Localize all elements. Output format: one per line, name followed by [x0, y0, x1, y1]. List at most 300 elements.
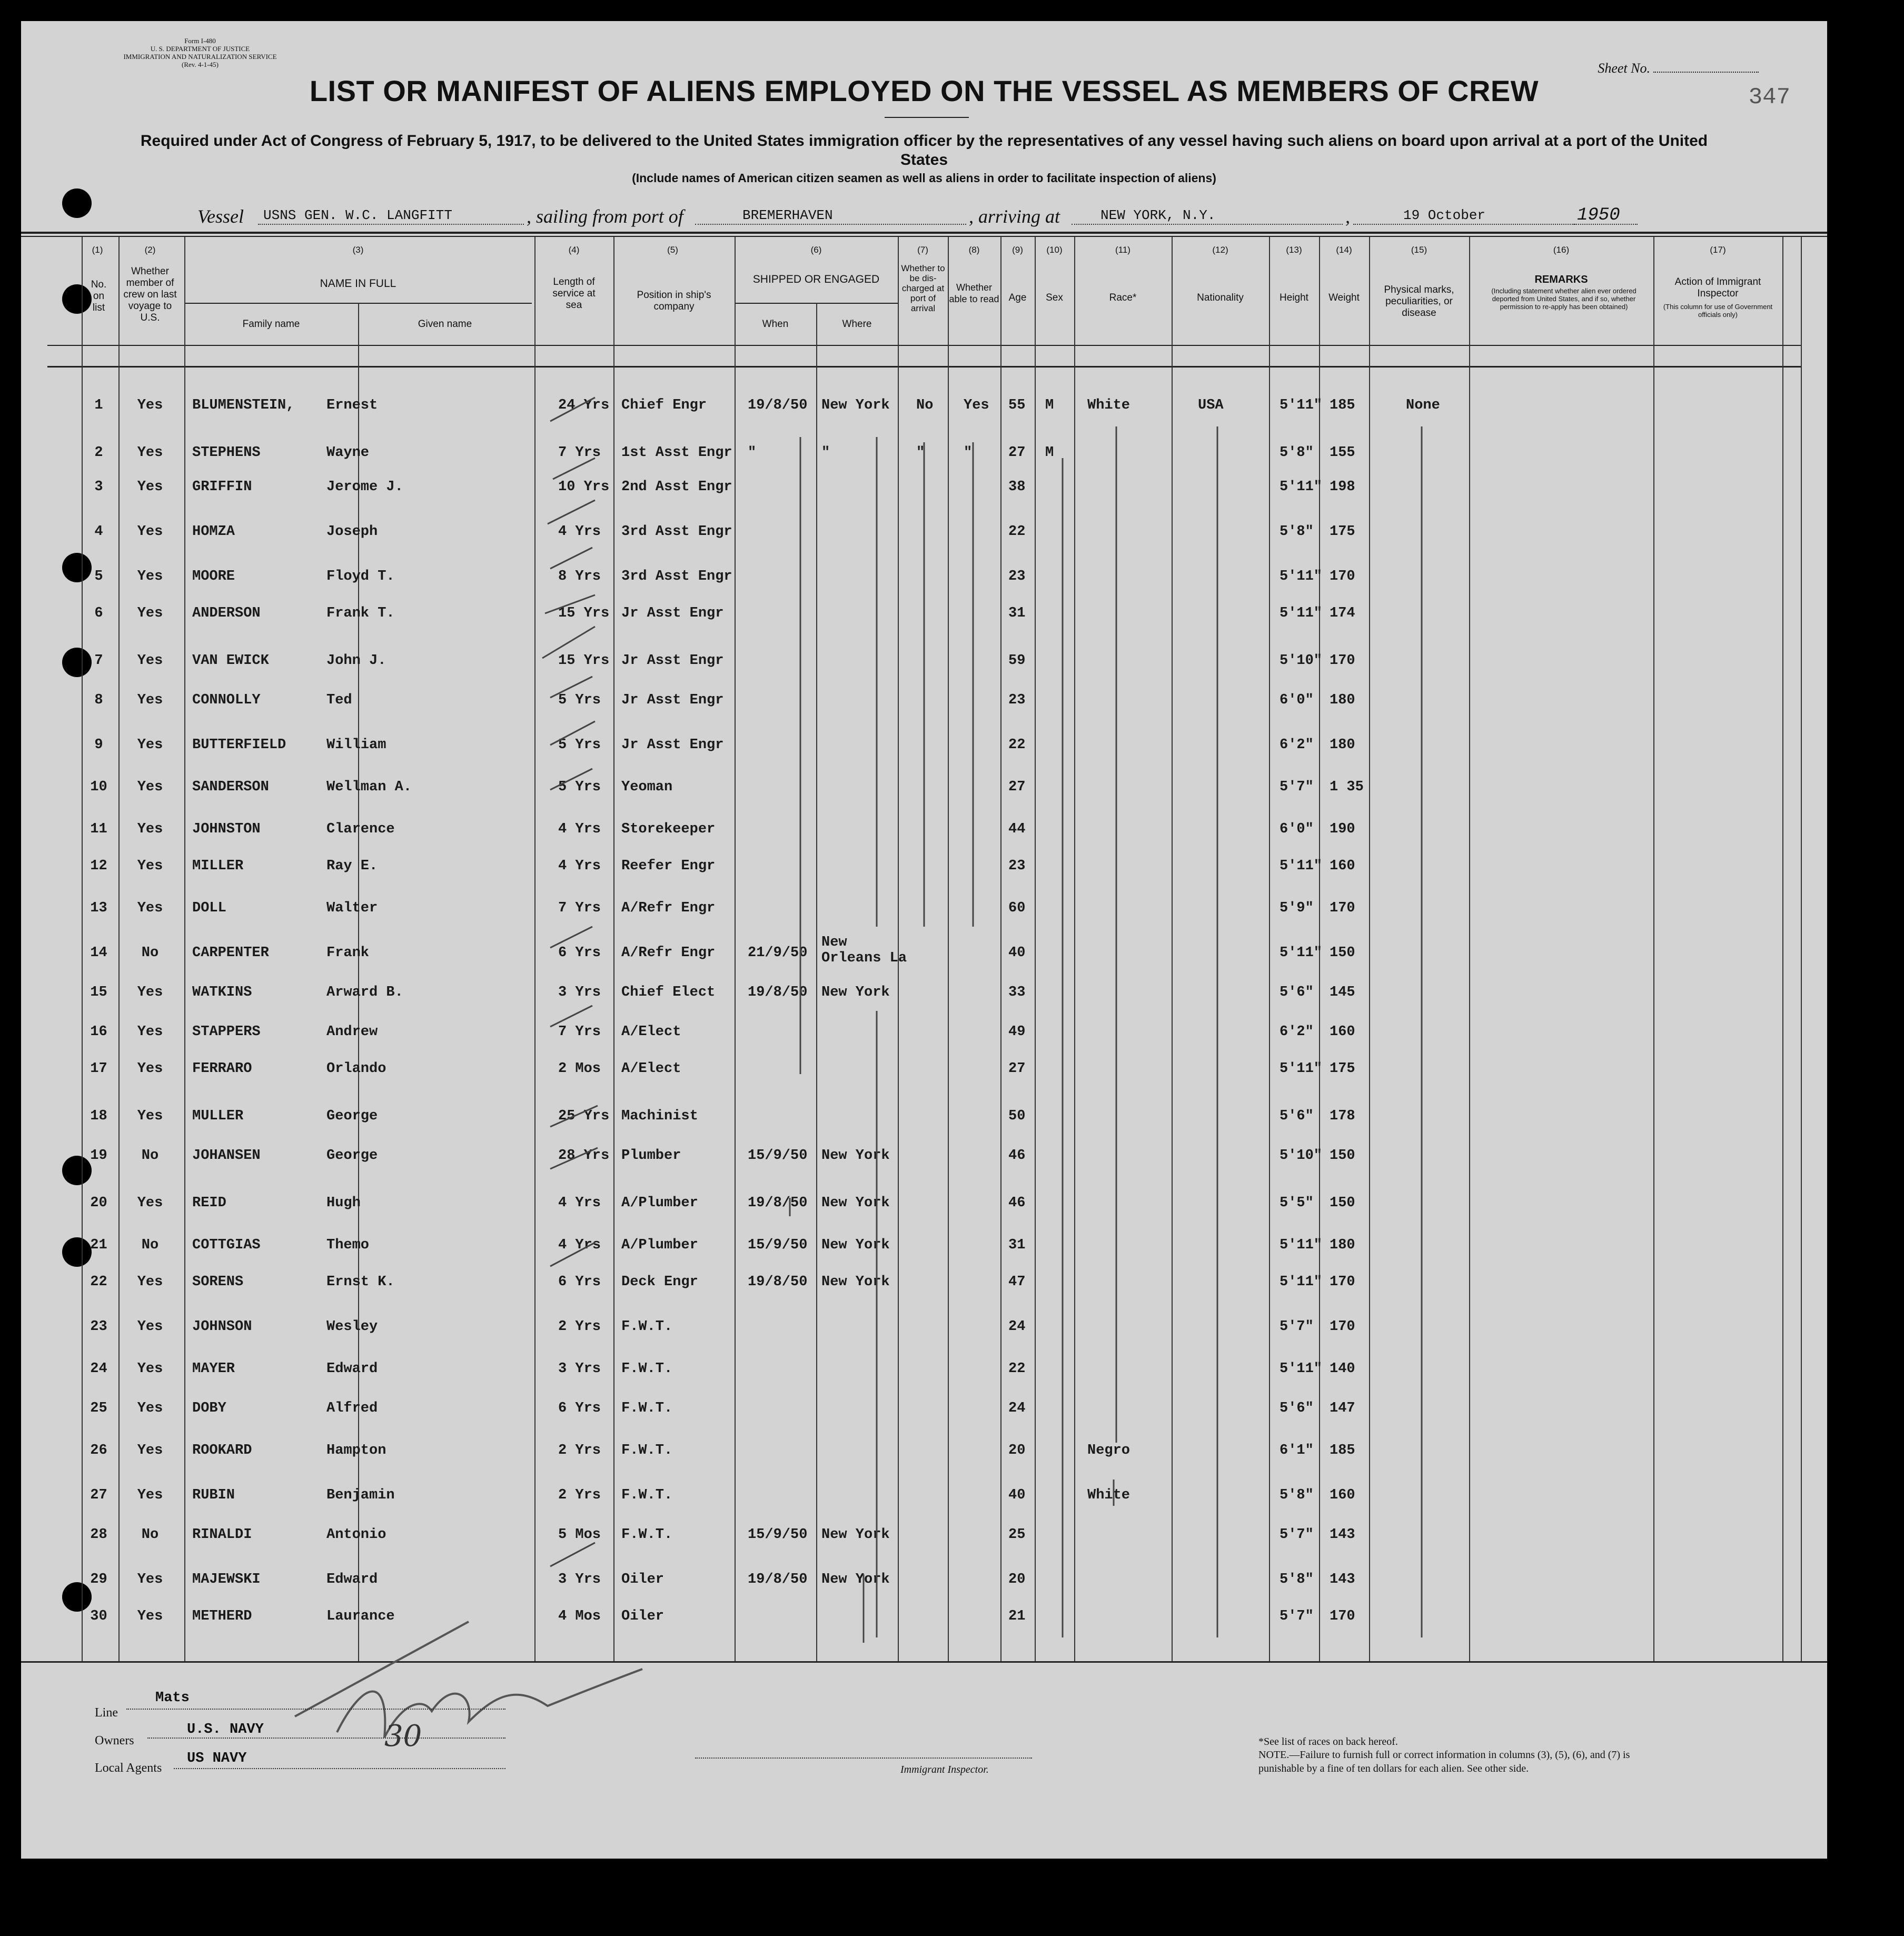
row-number-cell: 16 [90, 1024, 107, 1040]
given-name-cell: Frank [326, 945, 370, 961]
length-of-service-cell: 8 Yrs [558, 569, 601, 584]
crew-last-voyage-cell: No [141, 1237, 159, 1253]
given-name-cell: Wayne [326, 445, 370, 461]
age-cell: 55 [1008, 398, 1026, 413]
height-cell: 5'7" [1280, 1319, 1314, 1335]
length-of-service-cell: 6 Yrs [558, 1274, 601, 1290]
ship-position-cell: A/Elect [621, 1024, 681, 1040]
crew-last-voyage-cell: Yes [137, 900, 163, 916]
length-of-service-cell: 5 Yrs [558, 737, 601, 753]
ship-position-cell: F.W.T. [621, 1401, 673, 1416]
weight-cell: 170 [1330, 1274, 1355, 1290]
col-num-3: (3) [352, 245, 364, 255]
height-cell: 6'2" [1280, 1024, 1314, 1040]
weight-cell: 160 [1330, 858, 1355, 874]
weight-cell: 178 [1330, 1108, 1355, 1124]
length-of-service-cell: 7 Yrs [558, 900, 601, 916]
family-name-cell: REID [192, 1195, 226, 1211]
length-of-service-cell: 3 Yrs [558, 985, 601, 1000]
given-name-cell: Benjamin [326, 1487, 395, 1503]
shipped-date-cell: 21/9/50 [748, 945, 808, 961]
weight-cell: 170 [1330, 1319, 1355, 1335]
family-name-cell: STAPPERS [192, 1024, 261, 1040]
height-cell: 5'6" [1280, 985, 1314, 1000]
given-name-cell: Ernest [326, 398, 378, 413]
height-cell: 5'8" [1280, 1487, 1314, 1503]
height-cell: 5'8" [1280, 524, 1314, 540]
ship-position-cell: Jr Asst Engr [621, 692, 724, 708]
length-of-service-cell: 15 Yrs [558, 605, 610, 621]
col-num-15: (15) [1411, 245, 1427, 255]
row-number-cell: 18 [90, 1108, 107, 1124]
ship-position-cell: Chief Elect [621, 985, 716, 1000]
age-cell: 24 [1008, 1319, 1026, 1335]
family-name-cell: CONNOLLY [192, 692, 261, 708]
weight-cell: 170 [1330, 900, 1355, 916]
length-of-service-cell: 4 Yrs [558, 821, 601, 837]
crew-last-voyage-cell: Yes [137, 692, 163, 708]
family-name-cell: ROOKARD [192, 1443, 252, 1458]
crew-last-voyage-cell: Yes [137, 605, 163, 621]
family-name-cell: MAJEWSKI [192, 1572, 261, 1587]
weight-cell: 150 [1330, 945, 1355, 961]
ship-position-cell: F.W.T. [621, 1487, 673, 1503]
family-name-cell: JOHANSEN [192, 1148, 261, 1164]
age-cell: 40 [1008, 1487, 1026, 1503]
crew-last-voyage-cell: Yes [137, 1108, 163, 1124]
date-comma: , [1345, 206, 1350, 227]
manifest-sheet [21, 21, 1827, 1859]
row-number-cell: 27 [90, 1487, 107, 1503]
age-cell: 47 [1008, 1274, 1026, 1290]
shipped-port-cell: New York [821, 1195, 890, 1211]
col-header-where: Where [842, 319, 872, 330]
ship-position-cell: A/Plumber [621, 1195, 698, 1211]
family-name-cell: DOBY [192, 1401, 226, 1416]
row-number-cell: 7 [94, 653, 103, 669]
col-header-action: Action of Immigrant Inspector [1674, 276, 1761, 299]
crew-last-voyage-cell: Yes [137, 779, 163, 795]
height-cell: 5'11" [1280, 398, 1323, 413]
length-of-service-cell: 4 Yrs [558, 1237, 601, 1253]
race-cell: Negro [1087, 1443, 1130, 1458]
col-num-14: (14) [1336, 245, 1352, 255]
form-revision: (Rev. 4-1-45) [182, 61, 219, 68]
given-name-cell: Alfred [326, 1401, 378, 1416]
age-cell: 27 [1008, 779, 1026, 795]
length-of-service-cell: 24 Yrs [558, 398, 610, 413]
row-number-cell: 12 [90, 858, 107, 874]
row-number-cell: 28 [90, 1527, 107, 1543]
ship-position-cell: Oiler [621, 1572, 665, 1587]
crew-last-voyage-cell: Yes [137, 398, 163, 413]
age-cell: 23 [1008, 692, 1026, 708]
length-of-service-cell: 4 Yrs [558, 524, 601, 540]
row-number-cell: 25 [90, 1401, 107, 1416]
given-name-cell: Hampton [326, 1443, 386, 1458]
shipped-date-cell: " [748, 445, 757, 461]
col-num-16: (16) [1553, 245, 1570, 255]
weight-cell: 155 [1330, 445, 1355, 461]
col-header-when: When [762, 319, 789, 330]
weight-cell: 150 [1330, 1148, 1355, 1164]
family-name-cell: MULLER [192, 1108, 244, 1124]
col-header-no: No. on list [91, 279, 107, 313]
weight-cell: 175 [1330, 1061, 1355, 1077]
height-cell: 5'11" [1280, 945, 1323, 961]
crew-last-voyage-cell: Yes [137, 1024, 163, 1040]
age-cell: 38 [1008, 479, 1026, 495]
arriving-label: , arriving at [969, 206, 1060, 227]
age-cell: 40 [1008, 945, 1026, 961]
ship-position-cell: A/Elect [621, 1061, 681, 1077]
arrival-date: 19 October [1403, 207, 1486, 223]
age-cell: 22 [1008, 1361, 1026, 1377]
col-header-name: NAME IN FULL [320, 277, 396, 290]
length-of-service-cell: 5 Yrs [558, 779, 601, 795]
ship-position-cell: F.W.T. [621, 1319, 673, 1335]
crew-last-voyage-cell: Yes [137, 1401, 163, 1416]
length-of-service-cell: 2 Yrs [558, 1443, 601, 1458]
document-title: LIST OR MANIFEST OF ALIENS EMPLOYED ON THE VESSEL AS MEMBERS OF CREW [309, 74, 1539, 107]
row-number-cell: 2 [94, 445, 103, 461]
handwritten-marks [21, 21, 1827, 1859]
crew-last-voyage-cell: Yes [137, 1361, 163, 1377]
height-cell: 5'11" [1280, 569, 1323, 584]
col-header-action-note: (This column for use of Government officials only) [1663, 303, 1773, 319]
departure-port: BREMERHAVEN [742, 207, 833, 223]
given-name-cell: Wellman A. [326, 779, 412, 795]
family-name-cell: SORENS [192, 1274, 244, 1290]
weight-cell: 174 [1330, 605, 1355, 621]
weight-cell: 170 [1330, 1609, 1355, 1624]
age-cell: 46 [1008, 1195, 1026, 1211]
owners-value: U.S. NAVY [187, 1722, 264, 1738]
vessel-label: Vessel [197, 206, 244, 227]
age-cell: 33 [1008, 985, 1026, 1000]
weight-cell: 180 [1330, 1237, 1355, 1253]
given-name-cell: Andrew [326, 1024, 378, 1040]
col-num-4: (4) [568, 245, 580, 255]
row-number-cell: 8 [94, 692, 103, 708]
length-of-service-cell: 15 Yrs [558, 653, 610, 669]
family-name-cell: FERRARO [192, 1061, 252, 1077]
row-number-cell: 26 [90, 1443, 107, 1458]
weight-cell: 170 [1330, 569, 1355, 584]
weight-cell: 185 [1330, 398, 1355, 413]
family-name-cell: BUTTERFIELD [192, 737, 286, 753]
family-name-cell: BLUMENSTEIN, [192, 398, 295, 413]
col-num-13: (13) [1286, 245, 1302, 255]
weight-cell: 185 [1330, 1443, 1355, 1458]
given-name-cell: Joseph [326, 524, 378, 540]
discharged-at-arrival-cell: No [916, 398, 934, 413]
crew-last-voyage-cell: Yes [137, 1274, 163, 1290]
shipped-port-cell: New York [821, 1527, 890, 1543]
shipped-port-cell: New York [821, 985, 890, 1000]
row-number-cell: 4 [94, 524, 103, 540]
row-number-cell: 1 [94, 398, 103, 413]
length-of-service-cell: 6 Yrs [558, 1401, 601, 1416]
col-num-17: (17) [1710, 245, 1726, 255]
col-header-family-name: Family name [242, 319, 300, 330]
ship-position-cell: Reefer Engr [621, 858, 716, 874]
shipped-date-cell: 15/9/50 [748, 1237, 808, 1253]
inspector-label: Immigrant Inspector. [900, 1764, 989, 1775]
col-header-prev-voyage: Whether member of crew on last voyage to U.S. [123, 266, 177, 323]
shipped-date-cell: 15/9/50 [748, 1527, 808, 1543]
length-of-service-cell: 3 Yrs [558, 1361, 601, 1377]
height-cell: 5'7" [1280, 779, 1314, 795]
physical-marks-cell: None [1406, 398, 1440, 413]
age-cell: 46 [1008, 1148, 1026, 1164]
row-number-cell: 6 [94, 605, 103, 621]
crew-last-voyage-cell: Yes [137, 524, 163, 540]
length-of-service-cell: 4 Mos [558, 1609, 601, 1624]
row-number-cell: 24 [90, 1361, 107, 1377]
crew-last-voyage-cell: Yes [137, 1061, 163, 1077]
ship-position-cell: Jr Asst Engr [621, 605, 724, 621]
weight-cell: 175 [1330, 524, 1355, 540]
shipped-date-cell: 19/8/50 [748, 1274, 808, 1290]
row-number-cell: 5 [94, 569, 103, 584]
age-cell: 23 [1008, 858, 1026, 874]
age-cell: 49 [1008, 1024, 1026, 1040]
height-cell: 6'2" [1280, 737, 1314, 753]
vessel-name: USNS GEN. W.C. LANGFITT [263, 207, 452, 223]
length-of-service-cell: 2 Yrs [558, 1487, 601, 1503]
col-num-10: (10) [1046, 245, 1063, 255]
owners-label: Owners [95, 1734, 134, 1748]
crew-last-voyage-cell: No [141, 945, 159, 961]
shipped-port-cell: New York [821, 1572, 890, 1587]
family-name-cell: MAYER [192, 1361, 235, 1377]
col-header-age: Age [1008, 292, 1027, 303]
col-num-6: (6) [810, 245, 822, 255]
height-cell: 6'0" [1280, 692, 1314, 708]
family-name-cell: STEPHENS [192, 445, 261, 461]
height-cell: 5'11" [1280, 1237, 1323, 1253]
family-name-cell: COTTGIAS [192, 1237, 261, 1253]
shipped-date-cell: 15/9/50 [748, 1148, 808, 1164]
height-cell: 5'11" [1280, 858, 1323, 874]
col-header-read: Whether able to read [949, 282, 999, 304]
height-cell: 6'0" [1280, 821, 1314, 837]
col-num-12: (12) [1212, 245, 1228, 255]
length-of-service-cell: 25 Yrs [558, 1108, 610, 1124]
able-to-read-cell: Yes [964, 398, 989, 413]
nationality-cell: USA [1198, 398, 1224, 413]
given-name-cell: George [326, 1108, 378, 1124]
weight-cell: 150 [1330, 1195, 1355, 1211]
crew-last-voyage-cell: Yes [137, 1443, 163, 1458]
weight-cell: 143 [1330, 1572, 1355, 1587]
agents-label: Local Agents [95, 1761, 162, 1775]
weight-cell: 170 [1330, 653, 1355, 669]
ship-position-cell: Yeoman [621, 779, 673, 795]
age-cell: 24 [1008, 1401, 1026, 1416]
given-name-cell: Clarence [326, 821, 395, 837]
crew-last-voyage-cell: Yes [137, 985, 163, 1000]
age-cell: 31 [1008, 1237, 1026, 1253]
ship-position-cell: A/Refr Engr [621, 900, 716, 916]
given-name-cell: Jerome J. [326, 479, 403, 495]
crew-last-voyage-cell: Yes [137, 1319, 163, 1335]
row-number-cell: 21 [90, 1237, 107, 1253]
height-cell: 5'7" [1280, 1527, 1314, 1543]
family-name-cell: CARPENTER [192, 945, 269, 961]
row-number-cell: 22 [90, 1274, 107, 1290]
ship-position-cell: Plumber [621, 1148, 681, 1164]
length-of-service-cell: 7 Yrs [558, 445, 601, 461]
col-header-remarks: REMARKS [1534, 274, 1588, 285]
family-name-cell: METHERD [192, 1609, 252, 1624]
sheet-number-label: Sheet No. [1598, 61, 1650, 76]
discharged-at-arrival-cell: " [916, 445, 925, 461]
given-name-cell: Walter [326, 900, 378, 916]
height-cell: 5'11" [1280, 605, 1323, 621]
family-name-cell: RINALDI [192, 1527, 252, 1543]
col-header-weight: Weight [1328, 292, 1360, 303]
length-of-service-cell: 5 Yrs [558, 692, 601, 708]
weight-cell: 1 35 [1330, 779, 1364, 795]
ship-position-cell: Oiler [621, 1609, 665, 1624]
row-number-cell: 23 [90, 1319, 107, 1335]
length-of-service-cell: 28 Yrs [558, 1148, 610, 1164]
shipped-port-cell: New York [821, 398, 890, 413]
given-name-cell: Ted [326, 692, 352, 708]
shipped-port-cell: New York [821, 1148, 890, 1164]
arrival-year: 1950 [1577, 205, 1620, 225]
weight-cell: 180 [1330, 692, 1355, 708]
col-header-sex: Sex [1046, 292, 1063, 303]
family-name-cell: RUBIN [192, 1487, 235, 1503]
family-name-cell: JOHNSON [192, 1319, 252, 1335]
crew-last-voyage-cell: Yes [137, 1609, 163, 1624]
crew-last-voyage-cell: Yes [137, 821, 163, 837]
col-num-5: (5) [667, 245, 678, 255]
given-name-cell: Frank T. [326, 605, 395, 621]
race-cell: White [1087, 1487, 1130, 1503]
ship-position-cell: Deck Engr [621, 1274, 698, 1290]
crew-last-voyage-cell: No [141, 1148, 159, 1164]
height-cell: 5'10" [1280, 653, 1323, 669]
row-number-cell: 9 [94, 737, 103, 753]
family-name-cell: SANDERSON [192, 779, 269, 795]
age-cell: 21 [1008, 1609, 1026, 1624]
length-of-service-cell: 5 Mos [558, 1527, 601, 1543]
sex-cell: M [1045, 398, 1054, 413]
col-header-nationality: Nationality [1197, 292, 1244, 303]
col-header-race: Race* [1109, 292, 1137, 303]
col-header-physical-marks: Physical marks, peculiarities, or disease [1384, 284, 1454, 319]
height-cell: 5'5" [1280, 1195, 1314, 1211]
ship-position-cell: 2nd Asst Engr [621, 479, 732, 495]
col-header-discharged: Whether to be dis-charged at port of arrival [901, 263, 945, 313]
arrival-port: NEW YORK, N.Y. [1100, 207, 1216, 223]
length-of-service-cell: 2 Mos [558, 1061, 601, 1077]
crew-last-voyage-cell: Yes [137, 479, 163, 495]
age-cell: 44 [1008, 821, 1026, 837]
shipped-port-cell: New Orleans La [821, 935, 907, 966]
ship-position-cell: A/Plumber [621, 1237, 698, 1253]
weight-cell: 160 [1330, 1024, 1355, 1040]
weight-cell: 160 [1330, 1487, 1355, 1503]
age-cell: 59 [1008, 653, 1026, 669]
crew-last-voyage-cell: Yes [137, 1487, 163, 1503]
length-of-service-cell: 4 Yrs [558, 1195, 601, 1211]
ship-position-cell: F.W.T. [621, 1443, 673, 1458]
shipped-date-cell: 19/8/50 [748, 985, 808, 1000]
row-number-cell: 20 [90, 1195, 107, 1211]
col-num-2: (2) [144, 245, 156, 255]
given-name-cell: Ray E. [326, 858, 378, 874]
given-name-cell: Floyd T. [326, 569, 395, 584]
crew-last-voyage-cell: Yes [137, 569, 163, 584]
line-label: Line [95, 1706, 118, 1720]
age-cell: 25 [1008, 1527, 1026, 1543]
sailing-label: , sailing from port of [527, 206, 683, 227]
crew-last-voyage-cell: Yes [137, 1195, 163, 1211]
given-name-cell: George [326, 1148, 378, 1164]
service-name: IMMIGRATION AND NATURALIZATION SERVICE [123, 53, 277, 61]
line-value: Mats [155, 1690, 190, 1706]
able-to-read-cell: " [964, 445, 973, 461]
length-of-service-cell: 2 Yrs [558, 1319, 601, 1335]
ship-position-cell: Chief Engr [621, 398, 707, 413]
given-name-cell: Antonio [326, 1527, 386, 1543]
length-of-service-cell: 3 Yrs [558, 1572, 601, 1587]
row-number-cell: 13 [90, 900, 107, 916]
family-name-cell: JOHNSTON [192, 821, 261, 837]
family-name-cell: VAN EWICK [192, 653, 269, 669]
given-name-cell: Hugh [326, 1195, 361, 1211]
height-cell: 5'9" [1280, 900, 1314, 916]
family-name-cell: WATKINS [192, 985, 252, 1000]
length-of-service-cell: 6 Yrs [558, 945, 601, 961]
crew-last-voyage-cell: No [141, 1527, 159, 1543]
shipped-date-cell: 19/8/50 [748, 1572, 808, 1587]
age-cell: 31 [1008, 605, 1026, 621]
height-cell: 6'1" [1280, 1443, 1314, 1458]
shipped-date-cell: 19/8/50 [748, 398, 808, 413]
height-cell: 5'8" [1280, 1572, 1314, 1587]
ship-position-cell: Jr Asst Engr [621, 737, 724, 753]
family-name-cell: MOORE [192, 569, 235, 584]
crew-last-voyage-cell: Yes [137, 653, 163, 669]
height-cell: 5'7" [1280, 1609, 1314, 1624]
ship-position-cell: F.W.T. [621, 1527, 673, 1543]
length-of-service-cell: 7 Yrs [558, 1024, 601, 1040]
given-name-cell: Arward B. [326, 985, 403, 1000]
length-of-service-cell: 10 Yrs [558, 479, 610, 495]
height-cell: 5'8" [1280, 445, 1314, 461]
age-cell: 23 [1008, 569, 1026, 584]
family-name-cell: ANDERSON [192, 605, 261, 621]
weight-cell: 190 [1330, 821, 1355, 837]
col-header-remarks-note: (Including statement whether alien ever ordered deported from United States, and if so, whether permission to re-apply has been obtained) [1491, 287, 1637, 311]
age-cell: 50 [1008, 1108, 1026, 1124]
shipped-date-cell: 19/8/50 [748, 1195, 808, 1211]
row-number-cell: 15 [90, 985, 107, 1000]
row-number-cell: 11 [90, 821, 107, 837]
height-cell: 5'6" [1280, 1401, 1314, 1416]
col-num-7: (7) [917, 245, 928, 255]
height-cell: 5'10" [1280, 1148, 1323, 1164]
row-number-cell: 19 [90, 1148, 107, 1164]
family-name-cell: HOMZA [192, 524, 235, 540]
document-subnote: (Include names of American citizen seamen as well as aliens in order to facilitate inspection of aliens) [632, 171, 1216, 185]
